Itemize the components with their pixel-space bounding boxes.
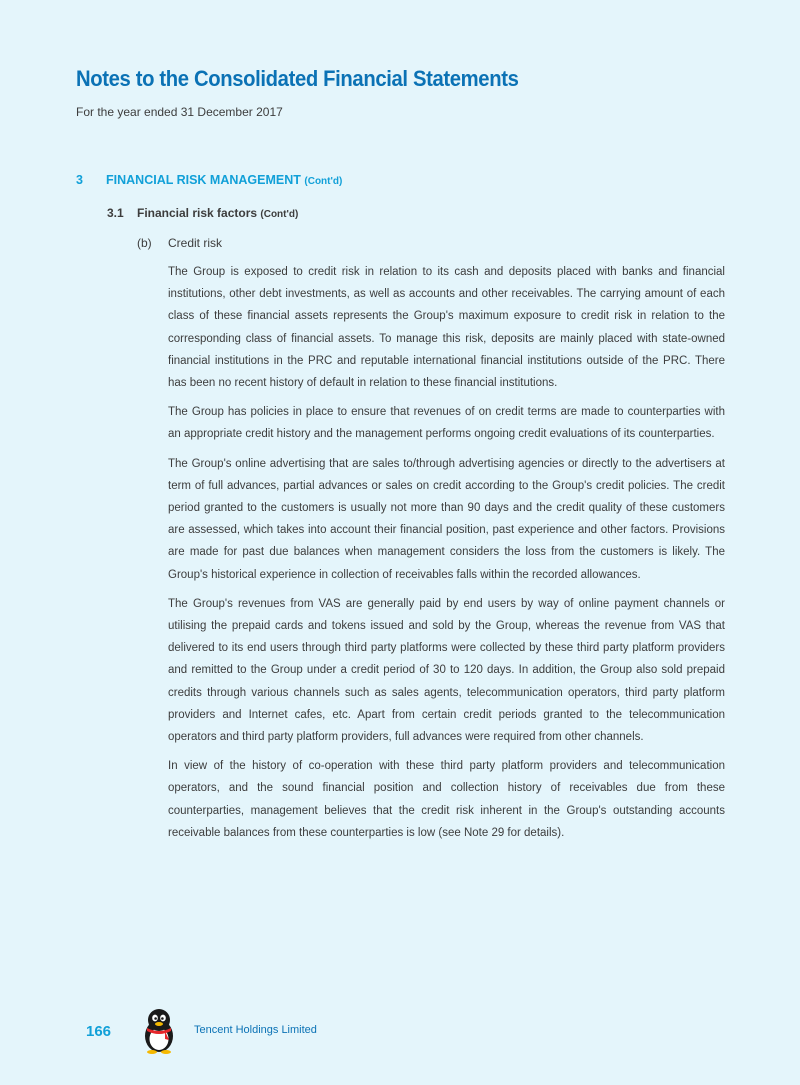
body-text <box>168 261 725 851</box>
item-heading <box>137 236 222 250</box>
paragraph: In view of the history of co-operation with these third party platform providers and telecommunication operators, and the sound financial position and collection history of receivables due from these counterparties, management believes that the credit risk inherent in the Group's outstanding accounts receivable balances from these counterparties is low (see Note 29 for details). <box>168 760 725 839</box>
subsection-number: 3.1 <box>107 206 124 220</box>
section-title: FINANCIAL RISK MANAGEMENT <box>106 173 301 187</box>
page-number: 166 <box>86 1023 112 1040</box>
subsection-heading <box>107 206 298 220</box>
item-title: Credit risk <box>168 236 223 250</box>
page-title: Notes to the Consolidated Financial Statements <box>76 66 519 91</box>
page-subtitle: For the year ended 31 December 2017 <box>76 105 283 119</box>
subsection-title: Financial risk factors <box>137 206 258 220</box>
section-cont: (Cont'd) <box>304 176 343 187</box>
paragraph: The Group is exposed to credit risk in relation to its cash and deposits placed with banks and financial institutions, other debt investments, as well as accounts and other receivables. The carrying amount of each class of these financial assets represents the Group's maximum exposure to credit risk in relation to the corresponding class of financial assets. To manage this risk, deposits are mainly placed with state-owned financial institutions in the PRC and reputable international financial institutions outside of the PRC. There has been no recent history of default in relation to these financial institutions. <box>168 266 725 390</box>
subsection-cont: (Cont'd) <box>260 209 299 220</box>
section-heading <box>76 173 342 187</box>
paragraph: The Group's revenues from VAS are generally paid by end users by way of online payment channels or utilising the prepaid cards and tokens issued and sold by the Group, whereas the revenue from VAS that delivered to its end users through third party platforms were collected by these third party platform providers and remitted to the Group under a credit period of 30 to 120 days. In addition, the Group also sold prepaid credits through various channels such as sales agents, telecommunication operators, third party platform providers and Internet cafes, etc. Apart from certain credit periods granted to the telecommunication operators and third party platform providers, full advances were required from other channels. <box>168 597 725 744</box>
company-name: Tencent Holdings Limited <box>194 1024 317 1036</box>
section-number: 3 <box>76 173 83 187</box>
item-label: (b) <box>137 236 152 250</box>
paragraph: The Group's online advertising that are sales to/through advertising agencies or directly to the advertisers at term of full advances, partial advances or sales on credit according to the Group's credit policies. The credit period granted to the customers is usually not more than 90 days and the credit quality of these customers are assessed, which takes into account their financial position, past experience and other factors. Provisions are made for past due balances when management considers the loss from the customers is likely. The Group's historical experience in collection of receivables falls within the recorded allowances. <box>168 457 725 581</box>
paragraph: The Group has policies in place to ensure that revenues of on credit terms are made to counterparties with an appropriate credit history and the management performs ongoing credit evaluations of its counterparties. <box>168 406 725 441</box>
penguin-mascot-icon <box>139 1006 179 1054</box>
